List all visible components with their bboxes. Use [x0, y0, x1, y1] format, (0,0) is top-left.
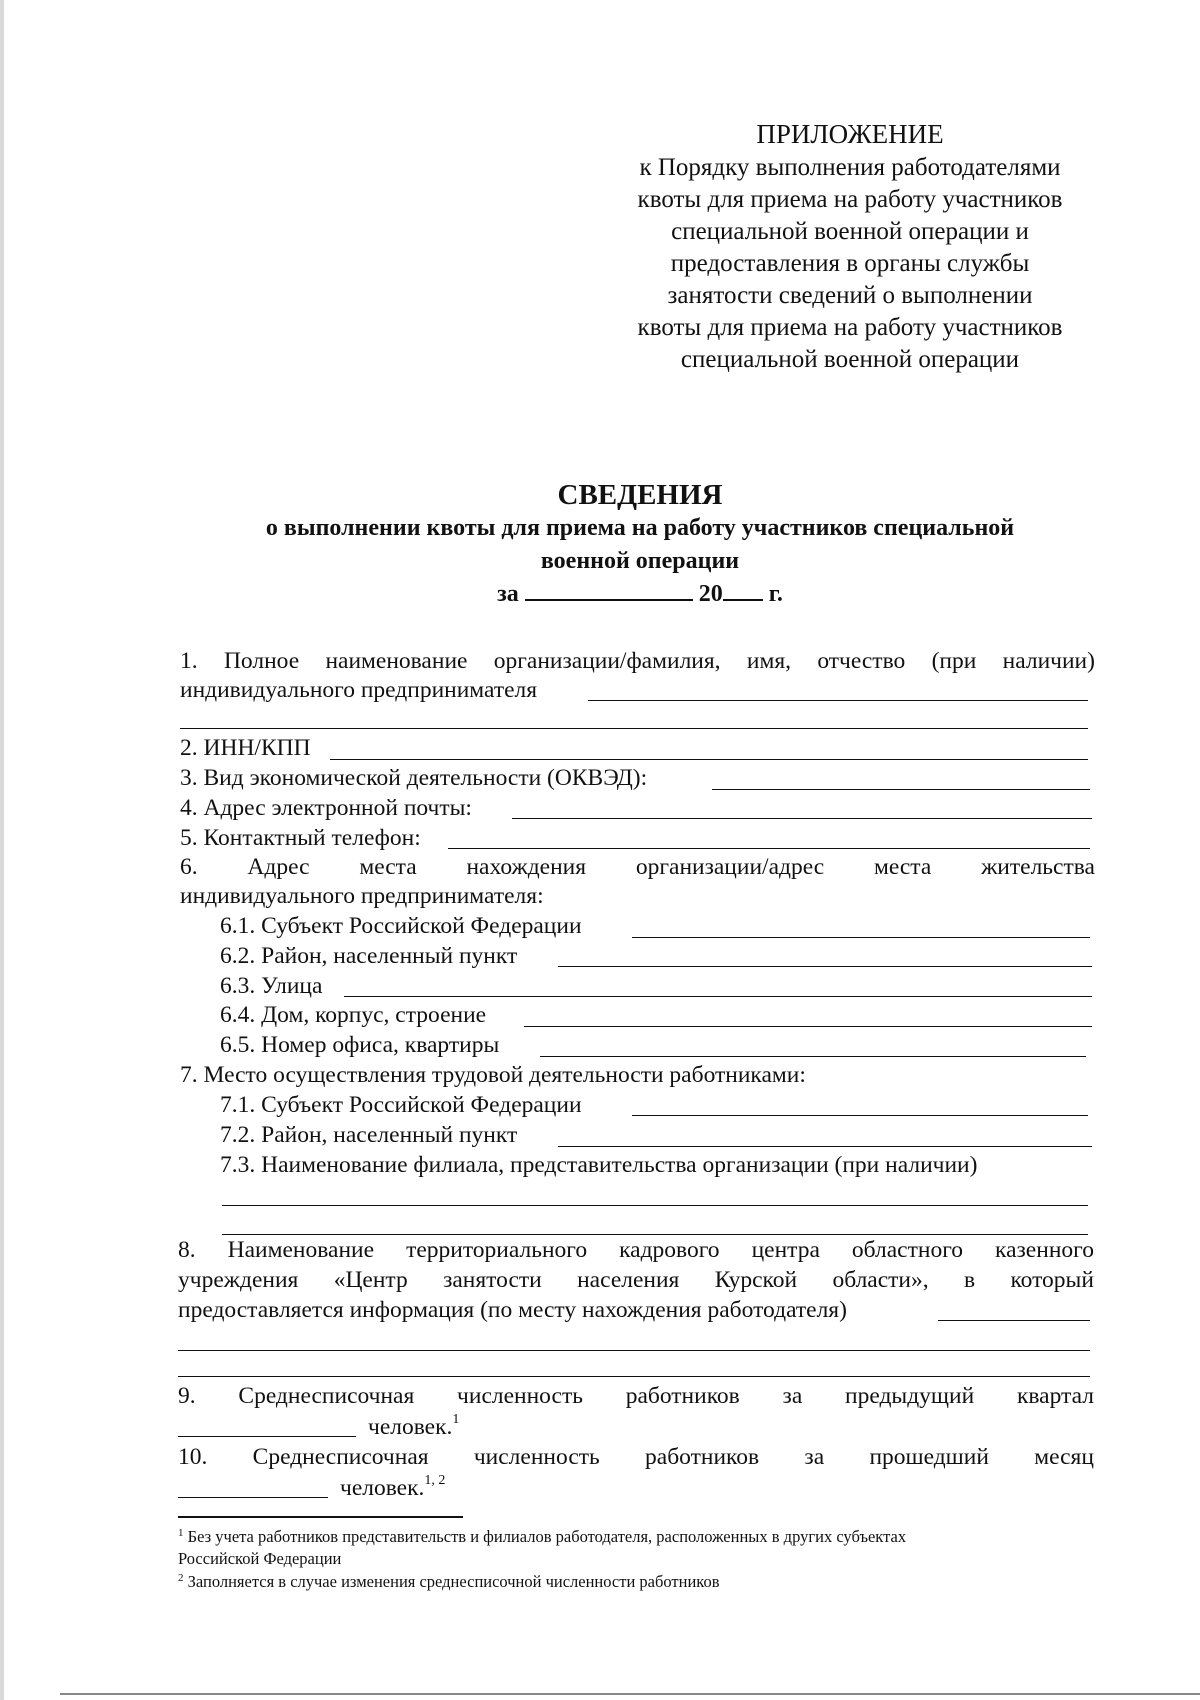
word: жительства	[981, 854, 1095, 880]
word: наименование	[325, 648, 468, 674]
word: места	[873, 854, 932, 880]
unit-label: человек.	[340, 1475, 425, 1501]
word: Полное	[223, 648, 300, 674]
appendix-line: предоставления в органы службы	[670, 250, 1030, 277]
appendix-line: специальной военной операции	[680, 346, 1020, 373]
item-6-3	[220, 972, 322, 1001]
item-8-label: предоставляется информация (по месту нахождения работодателя)	[178, 1297, 847, 1323]
item-9-unit	[368, 1413, 459, 1445]
word: нахождения	[466, 854, 587, 880]
word: Среднесписочная	[238, 1383, 415, 1409]
word: «Центр	[333, 1267, 408, 1293]
word: областного	[851, 1237, 964, 1263]
word: центра	[751, 1237, 820, 1263]
item-10-unit	[340, 1474, 445, 1506]
item-7-1-label: 7.1. Субъект Российской Федерации	[220, 1092, 582, 1118]
item-6-5-label: 6.5. Номер офиса, квартиры	[220, 1032, 500, 1058]
item-6-1	[220, 912, 582, 941]
footnote-2	[178, 1571, 1138, 1595]
work-region-field[interactable]	[632, 1115, 1088, 1116]
period-blank[interactable]	[525, 581, 693, 601]
footnote-text: Российской Федерации	[178, 1549, 342, 1568]
unit-label: человек.	[368, 1414, 453, 1440]
office-field[interactable]	[540, 1056, 1086, 1057]
item-2-label: 2. ИНН/КПП	[180, 735, 311, 761]
item-8-line2	[178, 1266, 1094, 1295]
item-7-3-label: 7.3. Наименование филиала, представительства организации (при наличии)	[220, 1152, 978, 1178]
footnote-ref: 1, 2	[424, 1473, 446, 1488]
document-subtitle: о выполнении квоты для приема на работу участников специальной	[265, 515, 1015, 541]
item-7-2-label: 7.2. Район, населенный пункт	[220, 1122, 518, 1148]
appendix-line: к Порядку выполнения работодателями	[639, 154, 1061, 181]
item-6-1-label: 6.1. Субъект Российской Федерации	[220, 913, 582, 939]
word: кадрового	[619, 1237, 720, 1263]
item-6-4	[220, 1001, 486, 1030]
scan-left-edge	[0, 0, 4, 1700]
word: организации/адрес	[635, 854, 825, 880]
word: населения	[577, 1267, 680, 1293]
branch-field-cont[interactable]	[222, 1234, 1088, 1235]
item-6-line1	[180, 853, 1095, 882]
word: (при	[931, 648, 977, 674]
word: за	[782, 1383, 803, 1409]
item-2	[180, 734, 311, 763]
word: за	[804, 1444, 825, 1470]
item-3-label: 3. Вид экономической деятельности (ОКВЭД):	[180, 765, 648, 791]
item-10-line1	[178, 1443, 1094, 1472]
building-field[interactable]	[524, 1026, 1092, 1027]
appendix-header	[590, 118, 1110, 376]
item-7-2	[220, 1121, 517, 1150]
item-1-line1	[180, 647, 1095, 676]
word: занятости	[443, 1267, 542, 1293]
year-blank[interactable]	[723, 581, 763, 601]
word: численность	[473, 1444, 600, 1470]
quarter-headcount-field[interactable]	[178, 1436, 356, 1437]
appendix-line: занятости сведений о выполнении	[667, 282, 1033, 309]
item-6-3-label: 6.3. Улица	[220, 973, 323, 999]
item-7-1	[220, 1091, 582, 1120]
word: который	[1010, 1267, 1094, 1293]
word: 9.	[178, 1383, 196, 1409]
item-6-2	[220, 942, 517, 971]
item-8-line3	[178, 1296, 847, 1325]
item-1-line2	[180, 676, 537, 705]
okved-field[interactable]	[712, 789, 1090, 790]
word: Курской	[714, 1267, 798, 1293]
word: 8.	[178, 1237, 196, 1263]
item-5	[180, 824, 421, 853]
item-7-label: 7. Место осуществления трудовой деятельности работниками:	[180, 1062, 806, 1088]
item-6-2-label: 6.2. Район, населенный пункт	[220, 943, 518, 969]
word: 6.	[180, 854, 198, 880]
word: отчество	[817, 648, 906, 674]
footnote-1	[178, 1526, 1138, 1550]
word: Адрес	[247, 854, 310, 880]
word: Среднесписочная	[252, 1444, 429, 1470]
district-field[interactable]	[558, 966, 1092, 967]
item-7	[180, 1061, 806, 1090]
word: 1.	[180, 648, 198, 674]
email-field[interactable]	[512, 818, 1092, 819]
footnote-1-cont	[178, 1548, 1138, 1569]
word: имя,	[746, 648, 792, 674]
item-4	[180, 794, 472, 823]
word: 10.	[178, 1444, 208, 1470]
region-field[interactable]	[632, 937, 1090, 938]
word: наличии)	[1002, 648, 1095, 674]
footnote-mark: 1	[178, 1527, 184, 1539]
word: работников	[625, 1383, 740, 1409]
document-title: СВЕДЕНИЯ	[557, 479, 723, 511]
word: работников	[645, 1444, 760, 1470]
period-suffix: г.	[768, 581, 783, 607]
footnote-separator	[178, 1516, 463, 1518]
item-1-label: индивидуального предпринимателя	[180, 677, 538, 703]
appendix-line: специальной военной операции и	[671, 218, 1029, 245]
word: месяц	[1034, 1444, 1094, 1470]
item-7-3	[220, 1151, 977, 1180]
word: предыдущий	[845, 1383, 975, 1409]
inn-kpp-field[interactable]	[330, 759, 1088, 760]
phone-field[interactable]	[448, 848, 1090, 849]
item-1-field[interactable]	[588, 700, 1088, 701]
scan-bottom-edge	[60, 1693, 1200, 1695]
period-year: 20	[698, 581, 723, 607]
center-field[interactable]	[938, 1320, 1090, 1321]
item-6-4-label: 6.4. Дом, корпус, строение	[220, 1002, 487, 1028]
month-headcount-field[interactable]	[178, 1497, 328, 1498]
branch-field[interactable]	[222, 1205, 1088, 1206]
center-field-cont1[interactable]	[178, 1350, 1090, 1351]
footnote-text: Без учета работников представительств и филиалов работодателя, расположенных в других субъектах	[187, 1527, 907, 1546]
word: прошедший	[869, 1444, 989, 1470]
word: территориального	[406, 1237, 588, 1263]
word: учреждения	[178, 1267, 299, 1293]
item-6-line2	[180, 882, 544, 911]
item-3	[180, 764, 647, 793]
word: в	[963, 1267, 976, 1293]
item-9-line1	[178, 1382, 1094, 1411]
item-1-field-cont[interactable]	[180, 728, 1088, 729]
item-6-5	[220, 1031, 499, 1060]
footnote-ref: 1	[452, 1412, 460, 1427]
street-field[interactable]	[344, 996, 1092, 997]
item-4-label: 4. Адрес электронной почты:	[180, 795, 472, 821]
footnote-mark: 2	[178, 1572, 184, 1584]
word: квартал	[1016, 1383, 1094, 1409]
word: области»,	[832, 1267, 929, 1293]
item-5-label: 5. Контактный телефон:	[180, 825, 421, 851]
document-subtitle-cont: военной операции	[540, 548, 740, 574]
appendix-line: квоты для приема на работу участников	[637, 186, 1063, 213]
center-field-cont2[interactable]	[178, 1376, 1090, 1377]
word: Наименование	[227, 1237, 375, 1263]
word: организации/фамилия,	[493, 648, 721, 674]
word: места	[359, 854, 417, 880]
reporting-period	[150, 578, 1130, 610]
footnote-text: Заполняется в случае изменения среднесписочной численности работников	[187, 1572, 720, 1591]
item-6-label: индивидуального предпринимателя:	[180, 883, 544, 909]
word: численность	[457, 1383, 583, 1409]
appendix-line: квоты для приема на работу участников	[637, 314, 1063, 341]
work-district-field[interactable]	[558, 1146, 1092, 1147]
period-prefix: за	[497, 581, 519, 607]
item-8-line1	[178, 1236, 1094, 1265]
appendix-heading: ПРИЛОЖЕНИЕ	[756, 119, 944, 149]
word: казенного	[995, 1237, 1094, 1263]
